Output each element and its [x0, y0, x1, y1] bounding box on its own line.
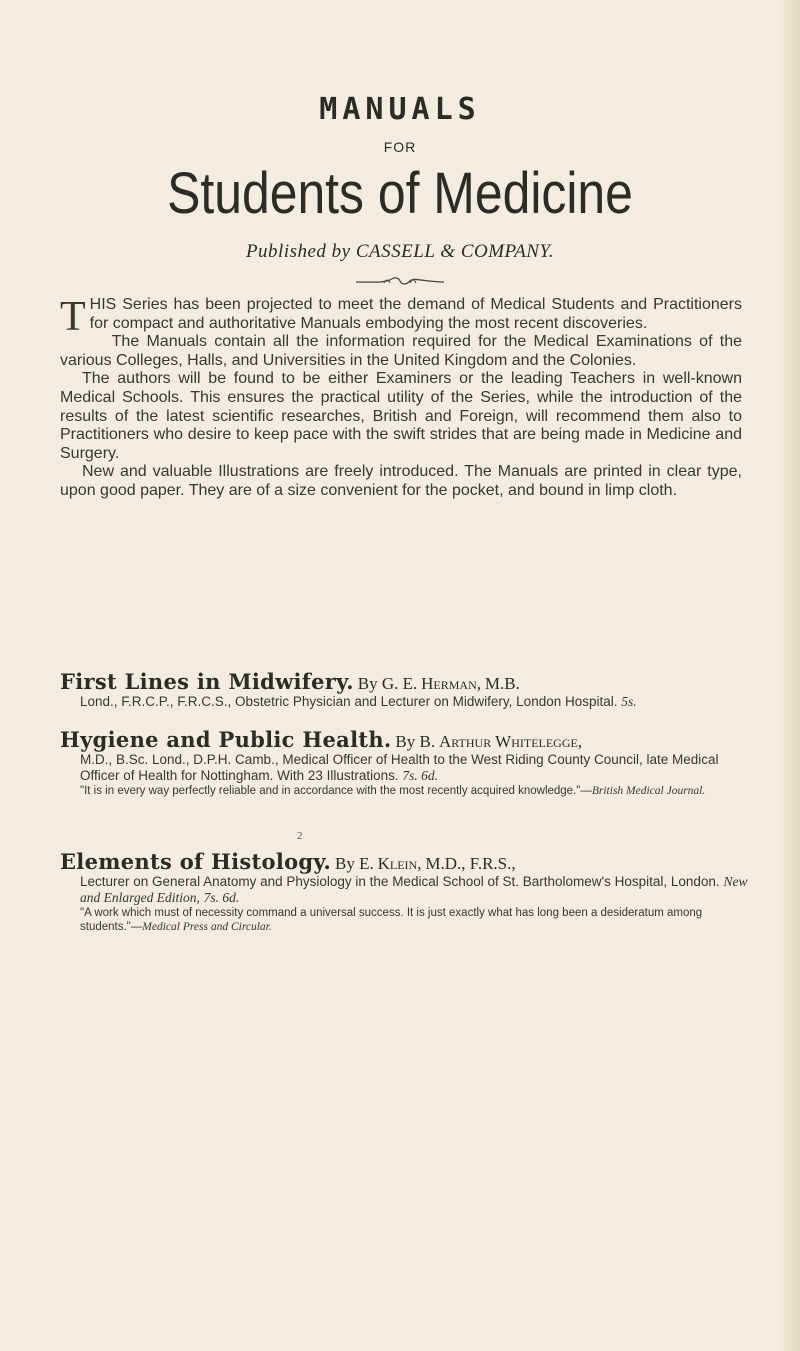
book-entry-hygiene: Hygiene and Public Health. By B. Arthur Whitelegge, M.D., B.Sc. Lond., D.P.H. Camb., Medical Officer of Health to the West Riding County Council, late Medical Officer of Health for Nottingham. With 23 Illustrations. 7s. 6d. "It is in every way perfectly reliable and in accordance with the most recently acquired knowledge."—British Medical Journal.: [60, 730, 750, 798]
quote-source: British Medical Journal.: [591, 785, 706, 797]
page-number: 2: [297, 830, 303, 842]
heading-for: FOR: [383, 139, 417, 155]
book-price: 7s. 6d.: [203, 890, 240, 905]
book-author: Klein,: [377, 854, 422, 873]
book-title: First Lines in Midwifery.: [60, 669, 354, 694]
publisher-line: Published by CASSELL & COMPANY.: [245, 241, 555, 262]
book-description: Lond., F.R.C.P., F.R.C.S., Obstetric Physician and Lecturer on Midwifery, London Hospital. 5s.: [80, 694, 637, 709]
book-price: 5s.: [621, 694, 637, 709]
book-author: Arthur Whitelegge,: [438, 732, 583, 751]
book-entry-midwifery: First Lines in Midwifery. By G. E. Herman, M.B. Lond., F.R.C.P., F.R.C.S., Obstetric Physician and Lecturer on Midwifery, London Hospital. 5s.: [60, 672, 750, 710]
book-description: M.D., B.Sc. Lond., D.P.H. Camb., Medical Officer of Health to the West Riding County Council, late Medical Officer of Health for Nottingham. With 23 Illustrations. 7s. 6d.: [80, 752, 719, 783]
divider-ornament-icon: [354, 274, 446, 288]
page-edge-shadow: [778, 0, 800, 1351]
book-title: Hygiene and Public Health.: [60, 727, 392, 752]
book-description: Lecturer on General Anatomy and Physiology in the Medical School of St. Bartholomew's Hospital, London. New and Enlarged Edition, 7s. 6d.: [80, 874, 748, 905]
intro-paragraph: New and valuable Illustrations are freely introduced. The Manuals are printed in clear type, upon good paper. They are of a size convenient for the pocket, and bound in limp cloth.: [60, 463, 742, 499]
book-entry-histology: Elements of Histology. By E. Klein, M.D., F.R.S., Lecturer on General Anatomy and Physiology in the Medical School of St. Bartholomew's Hospital, London. New and Enlarged Edition, 7s. 6d. "A work which must of necessity command a universal success. It is just exactly what has long been a desideratum among students."—Medical Press and Circular.: [60, 852, 750, 934]
intro-paragraph: THIS Series has been projected to meet the demand of Medical Students and Practitioners for compact and authoritative Manuals embodying the most recent discoveries.: [60, 294, 742, 340]
book-author: Herman,: [421, 674, 481, 693]
book-edition: New and Enlarged Edition,: [80, 874, 748, 905]
drop-cap: T: [60, 294, 86, 340]
quote-source: Medical Press and Circular.: [142, 921, 272, 933]
book-price: 7s. 6d.: [402, 768, 439, 783]
intro-paragraph: The authors will be found to be either Examiners or the leading Teachers in well-known Medical Schools. This ensures the practical utility of the Series, while the introduction of the results of the latest scientific researches, British and Foreign, will recommend them also to Practitioners who desire to keep pace with the swift strides that are being made in Medicine and Surgery.: [60, 370, 742, 462]
book-title: Elements of Histology.: [60, 849, 332, 874]
page-title: Students of Medicine: [167, 161, 633, 226]
heading-manuals: MANUALS: [319, 92, 481, 127]
review-quote: "A work which must of necessity command a universal success. It is just exactly what has long been a desideratum among students."—Medical Press and Circular.: [80, 907, 703, 933]
intro-text: [60, 296, 742, 501]
review-quote: "It is in every way perfectly reliable and in accordance with the most recently acquired knowledge."—British Medical Journal.: [80, 785, 706, 797]
intro-paragraph: The Manuals contain all the information required for the Medical Examinations of the various Colleges, Halls, and Universities in the United Kingdom and the Colonies.: [60, 333, 742, 369]
